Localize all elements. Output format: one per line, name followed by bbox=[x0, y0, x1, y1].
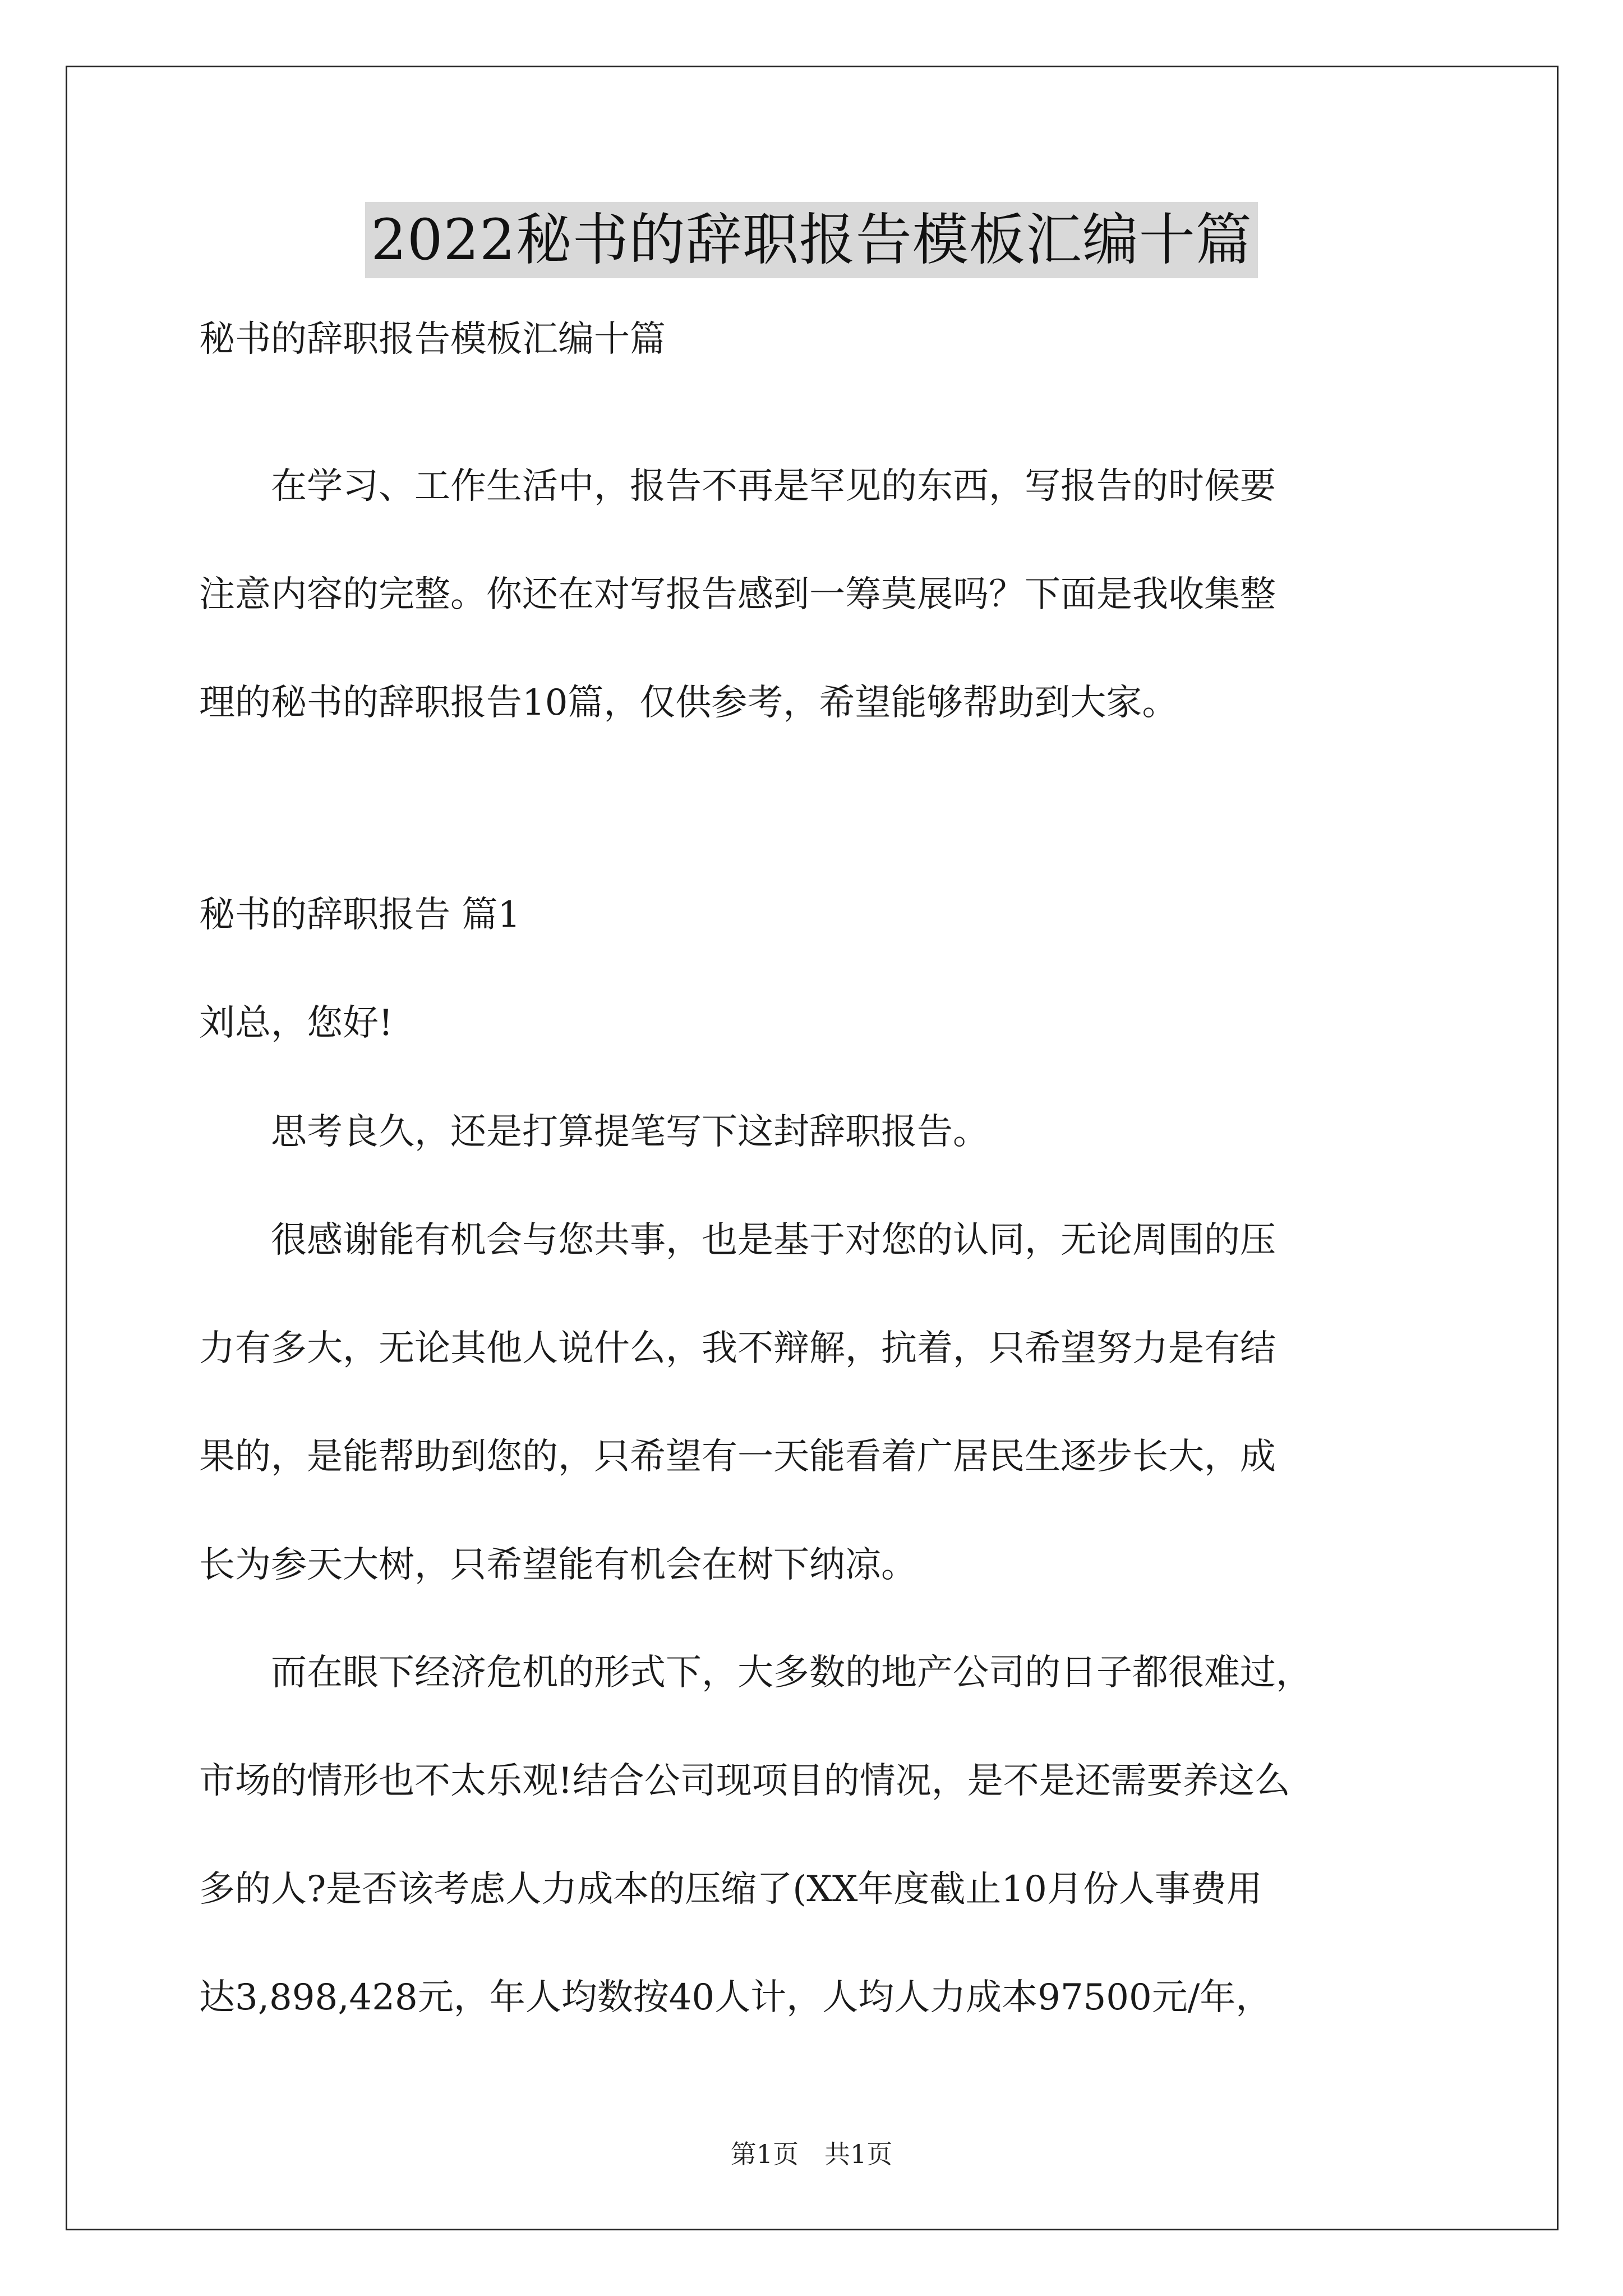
intro-line-1: 在学习、工作生活中，报告不再是罕见的东西，写报告的时候要 bbox=[199, 466, 1276, 507]
salutation: 刘总，您好! bbox=[199, 1002, 393, 1044]
paragraph-line: 长为参天大树，只希望能有机会在树下纳凉。 bbox=[199, 1544, 917, 1586]
paragraph-line: 而在眼下经济危机的形式下，大多数的地产公司的日子都很难过， bbox=[199, 1652, 1312, 1694]
page-footer: 第1页 共1页 bbox=[730, 2139, 893, 2169]
paragraph-line: 很感谢能有机会与您共事，也是基于对您的认同，无论周围的压 bbox=[199, 1220, 1276, 1261]
document-title: 2022秘书的辞职报告模板汇编十篇 bbox=[365, 202, 1258, 278]
intro-line-2: 注意内容的完整。你还在对写报告感到一筹莫展吗？下面是我收集整 bbox=[199, 574, 1276, 615]
paragraph-line: 达3,898,428元，年人均数按40人计，人均人力成本97500元/年， bbox=[199, 1977, 1272, 2018]
title-container bbox=[0, 202, 1623, 278]
paragraph-line: 思考良久，还是打算提笔写下这封辞职报告。 bbox=[199, 1111, 989, 1153]
intro-line-3: 理的秘书的辞职报告10篇，仅供参考，希望能够帮助到大家。 bbox=[199, 682, 1178, 724]
paragraph-line: 果的，是能帮助到您的，只希望有一天能看着广居民生逐步长大，成 bbox=[199, 1436, 1276, 1478]
paragraph-line: 多的人?是否该考虑人力成本的压缩了(XX年度截止10月份人事费用 bbox=[199, 1869, 1262, 1910]
paragraph-line: 市场的情形也不太乐观!结合公司现项目的情况，是不是还需要养这么 bbox=[199, 1760, 1290, 1802]
paragraph-line: 力有多大，无论其他人说什么，我不辩解，抗着，只希望努力是有结 bbox=[199, 1328, 1276, 1369]
section-heading: 秘书的辞职报告 篇1 bbox=[199, 894, 521, 936]
subtitle: 秘书的辞职报告模板汇编十篇 bbox=[199, 319, 666, 360]
